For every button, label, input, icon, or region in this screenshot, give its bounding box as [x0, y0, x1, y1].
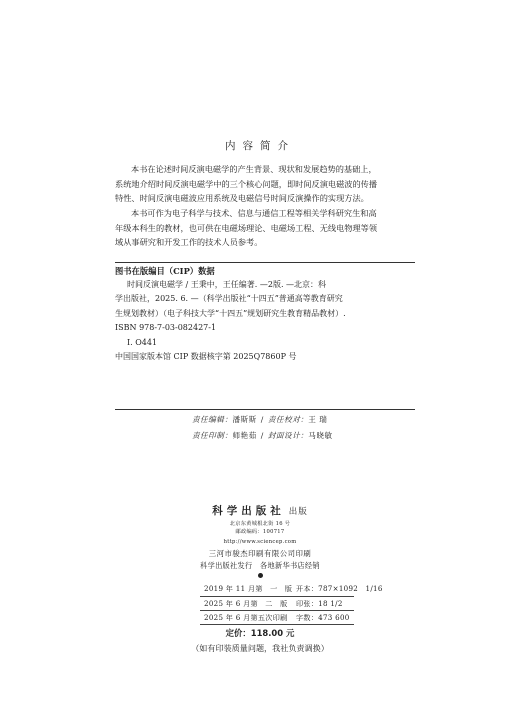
publisher-logo [0, 503, 520, 518]
cip-line: 生规划教材）（电子科技大学“十四五”规划研究生教育精品教材）. [115, 308, 346, 318]
publisher-name: 科学出版社 [212, 505, 285, 517]
edition-spec: 印张：18 1/2 [296, 599, 343, 608]
proofreader-name: 王 瑞 [308, 415, 328, 424]
cip-bottom-rule [115, 409, 415, 410]
publisher-postcode: 邮政编码：100717 [235, 529, 285, 535]
proofreader-label: 责任校对： [267, 415, 309, 424]
summary-line: 年级本科生的教材，也可供在电磁场理论、电磁场工程、无线电物理等领 [115, 222, 378, 233]
cip-classification: Ⅰ. O441 [127, 337, 158, 347]
cover-name: 马晓敏 [308, 431, 333, 440]
edition-spec: 字数：473 600 [296, 613, 350, 622]
edition-date: 2025 年 6 月第五次印刷 [204, 613, 288, 622]
divider [0, 571, 520, 581]
cip-heading: 图书在版编目（CIP）数据 [115, 266, 215, 276]
edition-date: 2019 年 11 月第 一 版 [204, 584, 293, 593]
cip-isbn: ISBN 978-7-03-082427-1 [115, 323, 217, 333]
printing-label: 责任印制： [192, 431, 233, 440]
publisher-website: http://www.sciencep.com [223, 539, 297, 545]
summary-line: 特性、时间反演电磁波应用系统及电磁信号时间反演操作的实现方法。 [115, 193, 369, 203]
edition-rule [200, 596, 354, 597]
summary-title: 内容简介 [225, 140, 295, 152]
summary-line: 系统地介绍时间反演电磁学中的三个核心问题，即时间反演电磁波的传播 [115, 178, 378, 189]
editor-label: 责任编辑： [192, 415, 233, 424]
cip-line: 学出版社，2025. 6. —（科学出版社“十四五”普通高等教育研究 [115, 294, 343, 304]
separator: / [260, 431, 264, 440]
printing-name: 师艳茹 [232, 431, 257, 440]
bullet-icon [258, 573, 263, 578]
quality-notice: （如有印装质量问题，我社负责调换） [191, 643, 329, 653]
edition-spec: 开本：787×1092 1/16 [296, 584, 383, 593]
separator: / [260, 415, 264, 424]
publisher-suffix: 出版 [288, 507, 308, 517]
cip-line: 时间反演电磁学 / 王秉中，王任编著. —2版. —北京：科 [127, 280, 327, 289]
price: 定价：118.00 元 [225, 628, 295, 638]
cover-label: 封面设计： [267, 431, 309, 440]
cip-top-rule [115, 262, 415, 263]
publisher-address: 北京东黄城根北街 16 号 [229, 521, 291, 527]
summary-line: 本书在论述时间反演电磁学的产生背景、现状和发展趋势的基础上， [131, 164, 377, 174]
cip-record-number: 中国国家版本馆 CIP 数据核字第 2025Q7860P 号 [115, 352, 297, 362]
edition-rule [200, 624, 354, 625]
cip-body [115, 278, 415, 364]
summary-paragraph-1 [115, 162, 415, 206]
edition-date: 2025 年 6 月第 二 版 [204, 599, 288, 608]
edition-row [204, 599, 343, 609]
summary-line: 本书可作为电子科学与技术、信息与通信工程等相关学科研究生和高 [131, 208, 377, 218]
printer: 三河市骏杰印刷有限公司印刷 [208, 549, 312, 558]
editor-name: 潘斯斯 [232, 415, 257, 424]
edition-row [204, 613, 350, 623]
edition-rule [200, 610, 354, 611]
staff-line-1 [192, 414, 327, 425]
staff-line-2 [192, 430, 333, 441]
summary-line: 域从事研究和开发工作的技术人员参考。 [115, 237, 263, 247]
distribution: 科学出版社发行 各地新华书店经销 [200, 561, 320, 570]
summary-paragraph-2 [115, 206, 415, 250]
edition-row [204, 584, 383, 594]
